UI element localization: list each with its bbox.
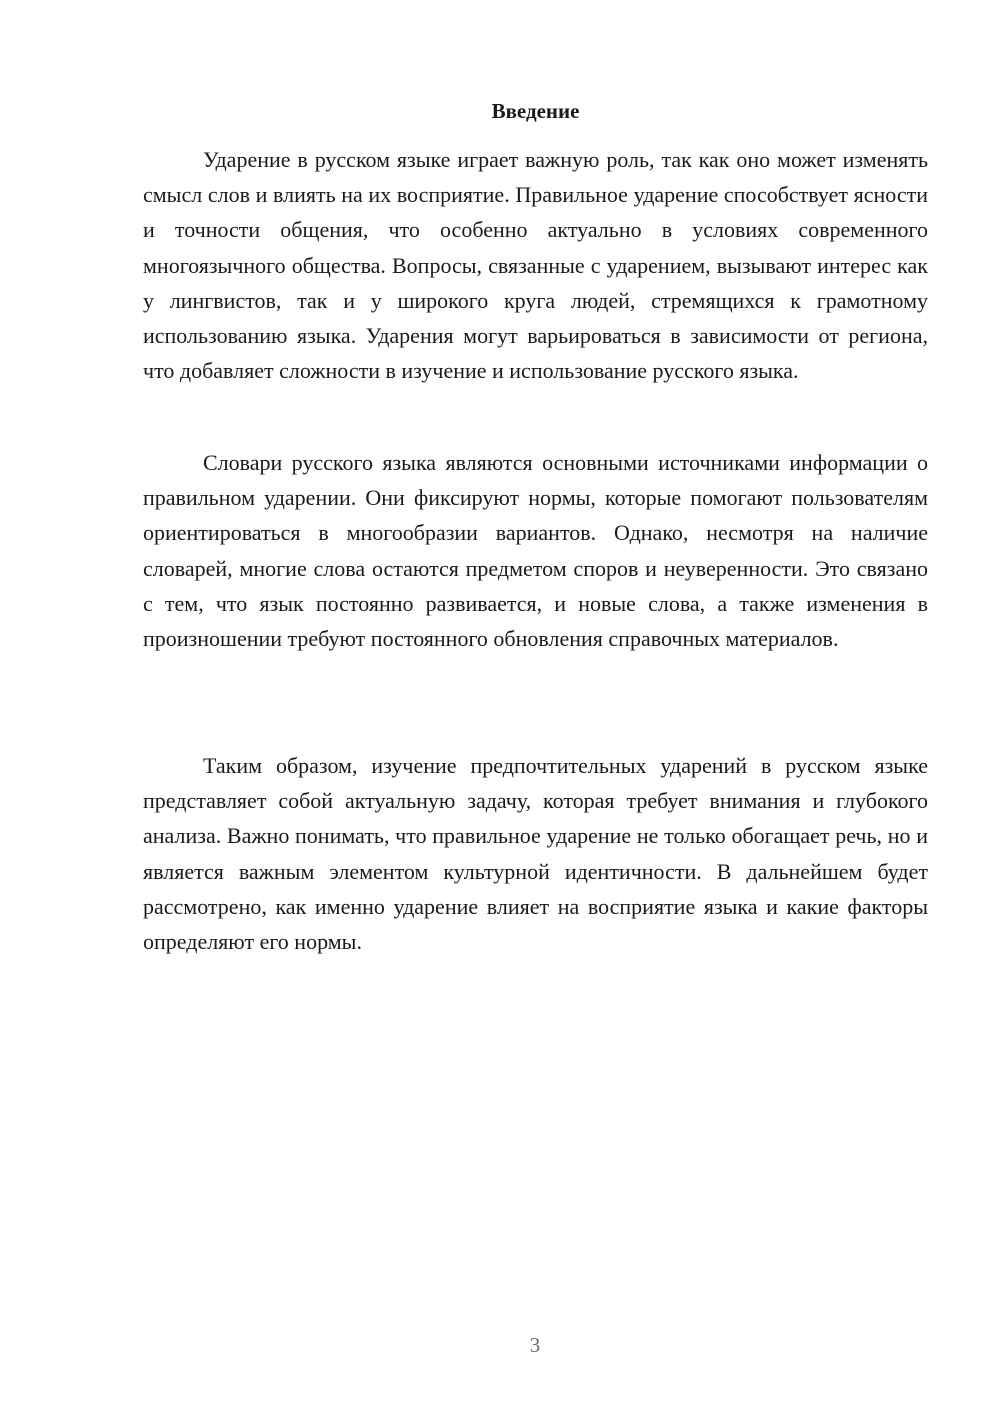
section-heading: Введение: [491, 99, 580, 123]
paragraph-conclusion: Таким образом, изучение предпочтительных ударений в русском языке представляет собой актуальную задачу, которая требует внимания и глубокого анализа. Важно понимать, что правильное ударение не только обогащает речь, но и является важным элементом культурной идентичности. В дальнейшем будет рассмотрено, как именно ударение влияет на восприятие языка и какие факторы определяют его нормы.: [143, 753, 928, 955]
paragraph-dictionaries: Словари русского языка являются основными источниками информации о правильном ударении. Они фиксируют нормы, которые помогают пользователям ориентироваться в многообразии вариантов. Однако, несмотря на наличие словарей, многие слова остаются предметом споров и неуверенности. Это связано с тем, что язык постоянно развивается, и новые слова, а также изменения в произношении требуют постоянного обновления справочных материалов.: [143, 450, 928, 652]
paragraph-intro-stress-role: Ударение в русском языке играет важную роль, так как оно может изменять смысл слов и влиять на их восприятие. Правильное ударение способствует ясности и точности общения, что особенно актуально в условиях современного многоязычного общества. Вопросы, связанные с ударением, вызывают интерес как у лингвистов, так и у широкого круга людей, стремящихся к грамотному использованию языка. Ударения могут варьироваться в зависимости от региона, что добавляет сложности в изучение и использование русского языка.: [143, 147, 928, 384]
page-number: 3: [529, 1333, 541, 1357]
